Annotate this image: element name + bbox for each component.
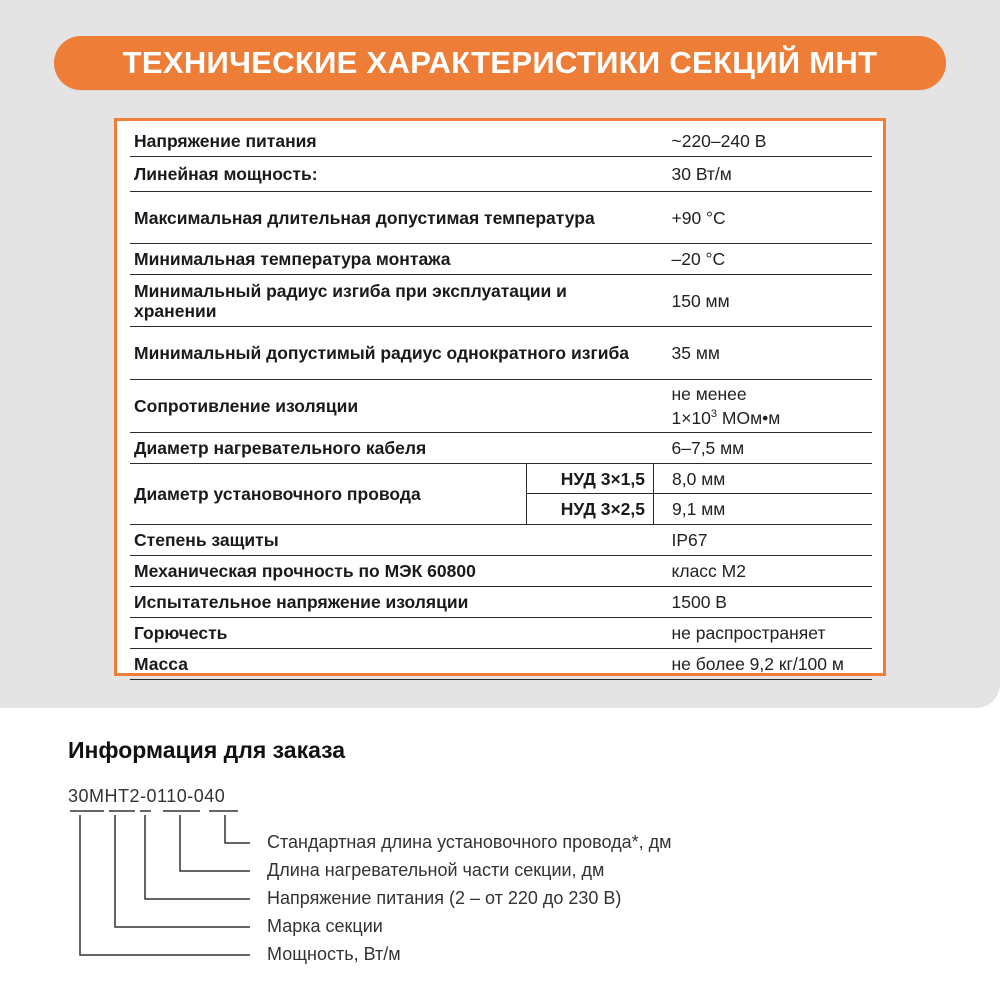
spec-label: Линейная мощность: (130, 157, 654, 192)
legend-item: Напряжение питания (2 – от 220 до 230 В) (267, 888, 622, 908)
spec-value: –20 °С (654, 244, 873, 275)
spec-value: +90 °С (654, 192, 873, 244)
spec-value: 150 мм (654, 275, 873, 327)
order-code: 30МНТ2-0110-040 (68, 786, 226, 806)
spec-value: 30 Вт/м (654, 157, 873, 192)
spec-value-part: МОм•м (717, 407, 781, 428)
code-connector (145, 815, 250, 899)
spec-value: ~220–240 В (654, 126, 873, 157)
spec-label: Напряжение питания (130, 126, 654, 157)
spec-value: 9,1 мм (654, 494, 873, 525)
spec-label: Сопротивление изоляции (130, 380, 654, 433)
spec-label: Минимальная температура монтажа (130, 244, 654, 275)
spec-label: Диаметр установочного провода (130, 464, 527, 525)
spec-value: не более 9,2 кг/100 м (654, 649, 873, 680)
spec-label: Механическая прочность по МЭК 60800 (130, 556, 654, 587)
legend-item: Мощность, Вт/м (267, 944, 401, 964)
spec-value-part: 1×10 (671, 407, 711, 428)
spec-label: Минимальный радиус изгиба при эксплуатации и хранении (130, 275, 654, 327)
spec-value: 1500 В (654, 587, 873, 618)
spec-label: Максимальная длительная допустимая температура (130, 192, 654, 244)
spec-label: Степень защиты (130, 525, 654, 556)
spec-label: Диаметр нагревательного кабеля (130, 433, 654, 464)
spec-label: Масса (130, 649, 654, 680)
legend-item: Длина нагревательной части секции, дм (267, 860, 605, 880)
spec-label: Горючесть (130, 618, 654, 649)
spec-value: класс М2 (654, 556, 873, 587)
legend-item: Стандартная длина установочного провода*, дм (267, 832, 672, 852)
spec-value: не распространяет (654, 618, 873, 649)
order-info-title: Информация для заказа (68, 737, 346, 763)
spec-label: Испытательное напряжение изоляции (130, 587, 654, 618)
spec-sublabel: НУД 3×1,5 (527, 464, 654, 494)
spec-sublabel: НУД 3×2,5 (527, 494, 654, 525)
spec-value-sup: 3 (710, 408, 718, 421)
spec-label: Минимальный допустимый радиус однократного изгиба (130, 327, 654, 380)
spec-value-line: не менее (671, 384, 747, 405)
spec-value: 35 мм (654, 327, 873, 380)
spec-value: 8,0 мм (654, 464, 873, 494)
page-title: ТЕХНИЧЕСКИЕ ХАРАКТЕРИСТИКИ СЕКЦИЙ МНТ (54, 36, 946, 90)
spec-value: 6–7,5 мм (654, 433, 873, 464)
legend-item: Марка секции (267, 916, 383, 936)
spec-value: IP67 (654, 525, 873, 556)
code-connector (225, 815, 250, 843)
